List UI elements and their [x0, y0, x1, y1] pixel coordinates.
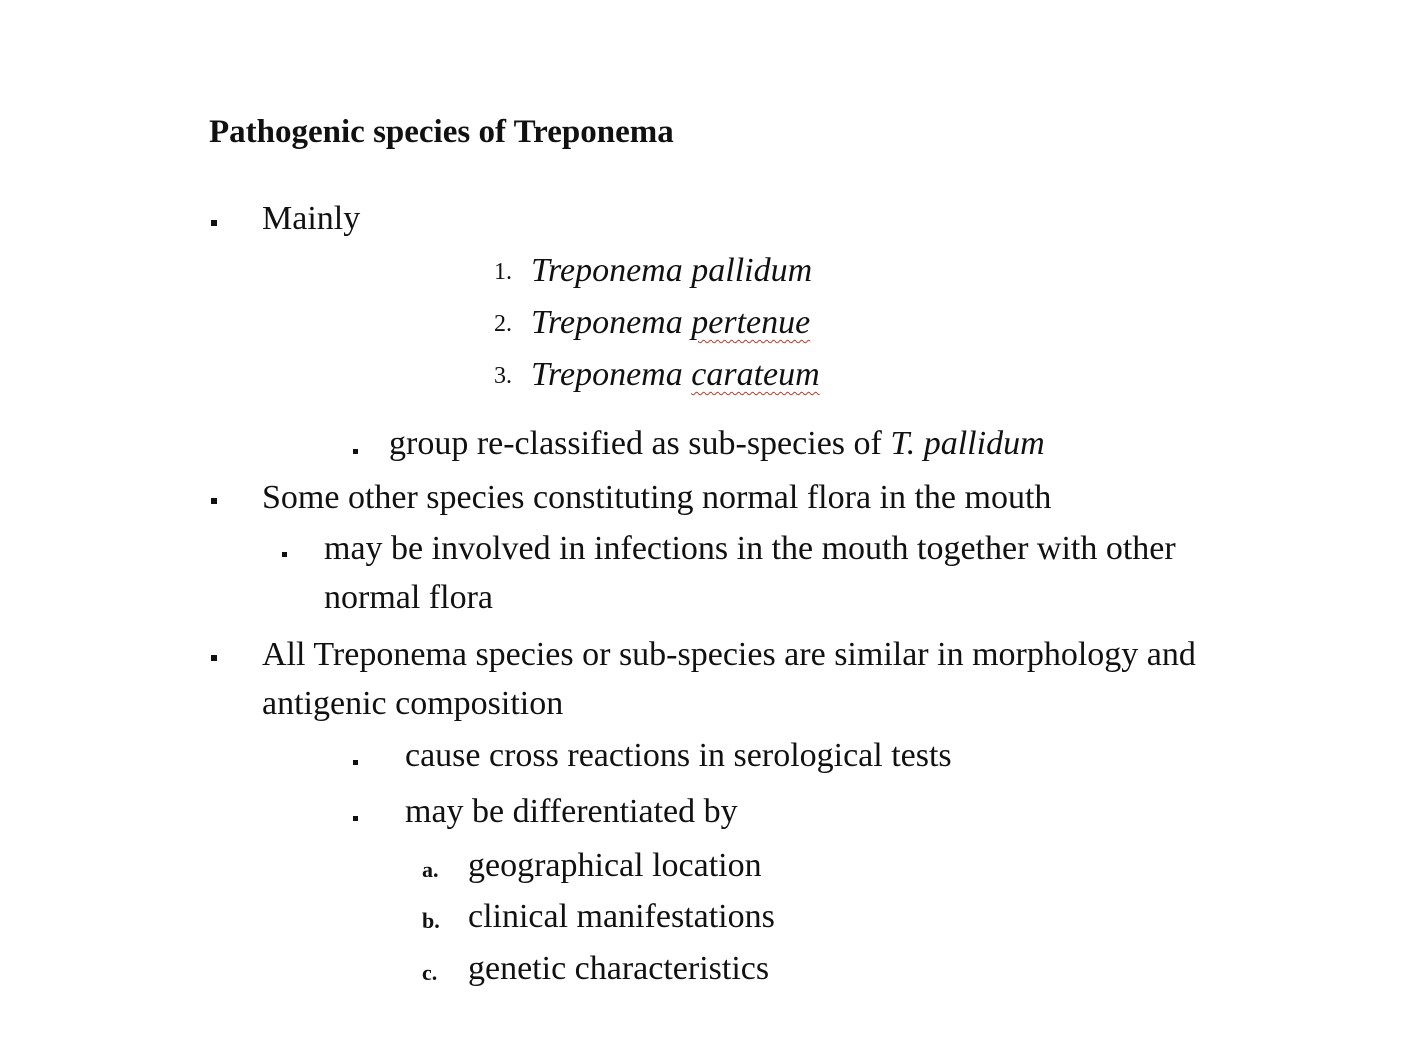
section-mainly: Mainly — [262, 200, 361, 237]
species-name: pallidum — [691, 252, 813, 289]
genus-name: Treponema — [531, 304, 683, 341]
bullet-icon — [353, 816, 358, 821]
bullet-icon — [211, 655, 217, 661]
species-item — [531, 303, 810, 344]
bullet-icon — [353, 760, 358, 765]
list-letter: a. — [422, 857, 439, 882]
genus-name: Treponema — [531, 252, 683, 289]
list-number: 3. — [494, 363, 512, 389]
list-number: 2. — [494, 311, 512, 337]
sub-point-cross-reactions: cause cross reactions in serological tests — [405, 737, 952, 774]
species-item — [531, 355, 820, 396]
lettered-item: genetic characteristics — [468, 950, 770, 987]
lettered-item: clinical manifestations — [468, 898, 775, 935]
sub-point-line: may be involved in infections in the mouth together with other — [324, 530, 1176, 567]
bullet-icon — [282, 552, 287, 557]
species-name: carateum — [691, 356, 820, 393]
lettered-item: geographical location — [468, 847, 762, 884]
group-note-text: group re-classified as sub-species of — [389, 425, 891, 462]
group-note-italic: T. pallidum — [890, 425, 1045, 462]
bullet-icon — [211, 220, 217, 226]
bullet-icon — [353, 449, 358, 454]
list-letter: b. — [422, 908, 440, 933]
section-normal-flora: Some other species constituting normal flora in the mouth — [262, 479, 1052, 516]
bullet-icon — [211, 498, 217, 504]
section-similarity-line: All Treponema species or sub-species are similar in morphology and — [262, 636, 1196, 673]
sub-point-differentiated: may be differentiated by — [405, 793, 738, 830]
group-note — [389, 424, 1045, 465]
list-letter: c. — [422, 960, 438, 985]
species-item — [531, 251, 812, 292]
species-name: pertenue — [691, 304, 811, 341]
genus-name: Treponema — [531, 356, 683, 393]
list-number: 1. — [494, 259, 512, 285]
page-title: Pathogenic species of Treponema — [209, 114, 674, 150]
sub-point-line: normal flora — [324, 579, 493, 616]
section-similarity-line: antigenic composition — [262, 685, 564, 722]
